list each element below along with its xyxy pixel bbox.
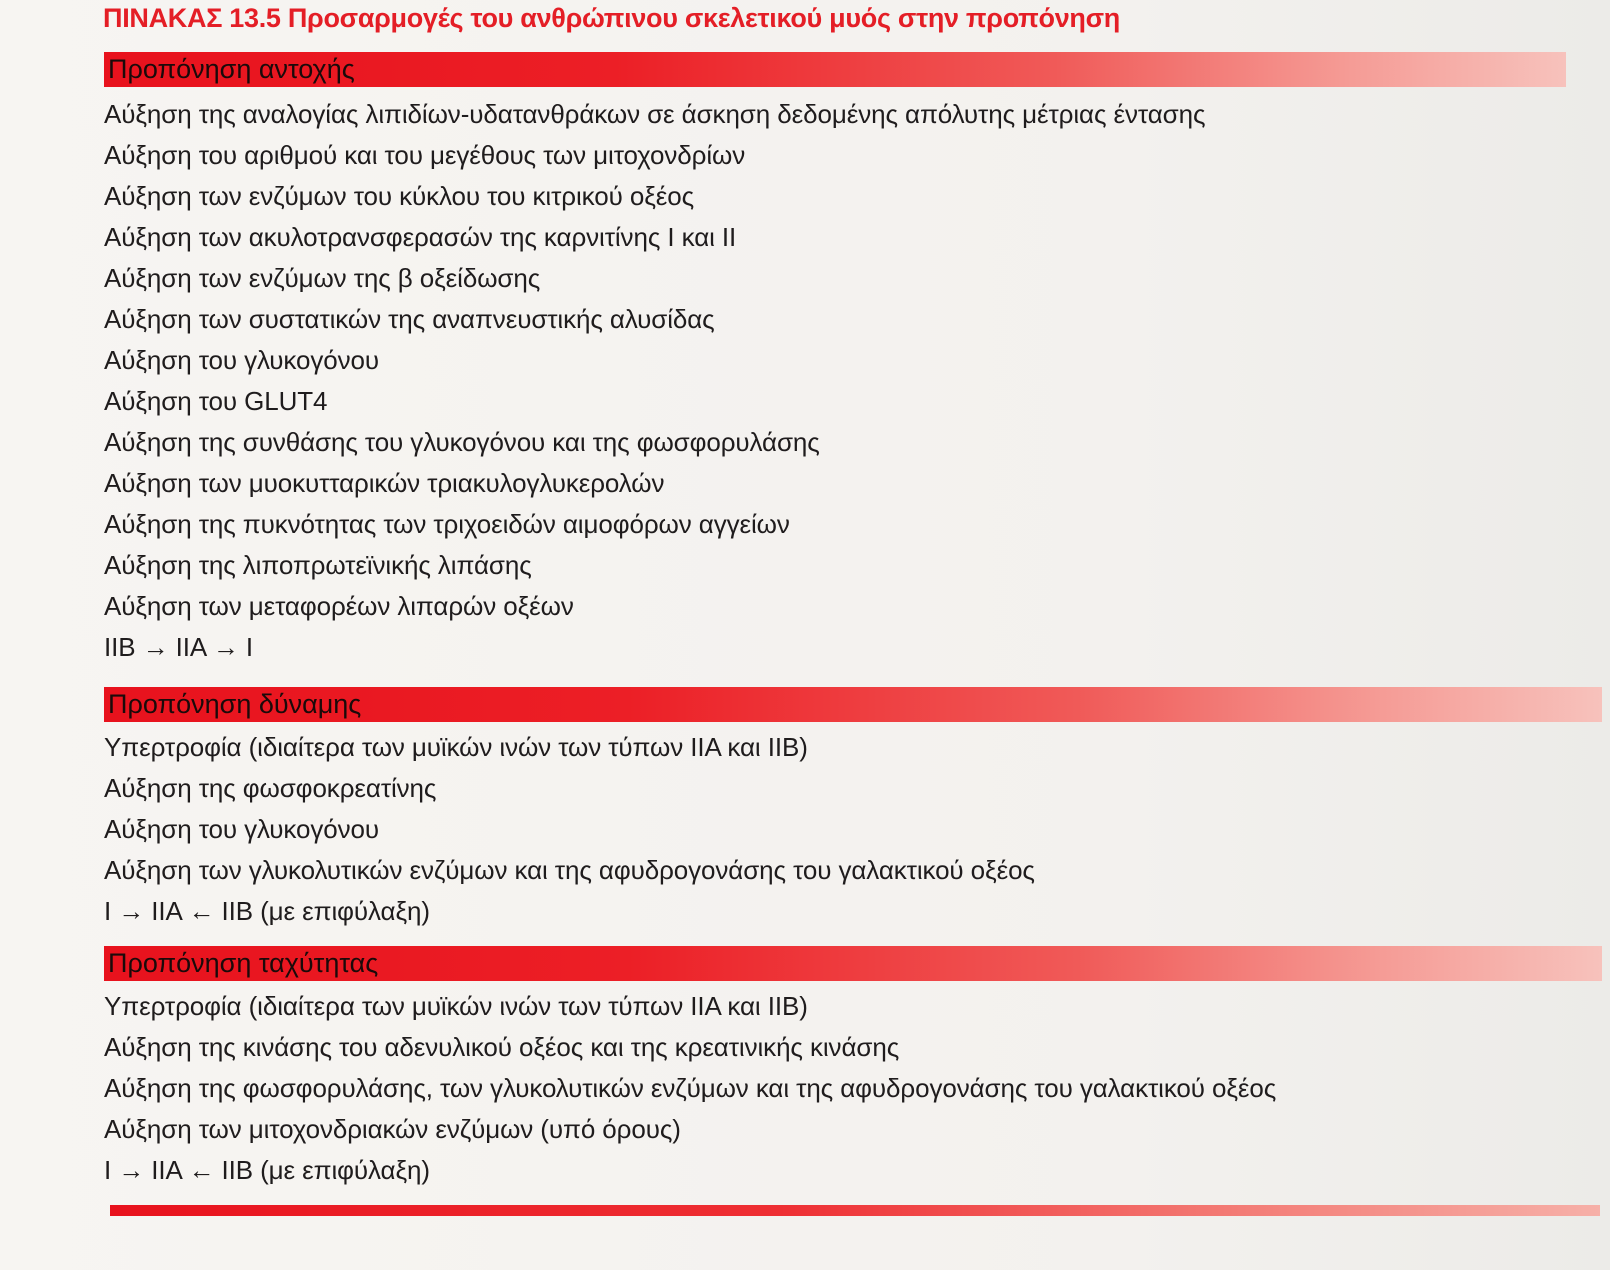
section-header-endurance: Προπόνηση αντοχής xyxy=(104,52,1566,87)
list-item: Αύξηση της κινάσης του αδενυλικού οξέος και της κρεατινικής κινάσης xyxy=(104,1032,900,1062)
list-item: Αύξηση της λιποπρωτεϊνικής λιπάσης xyxy=(104,550,532,580)
list-item: Αύξηση των ενζύμων του κύκλου του κιτρικού οξέος xyxy=(104,181,695,211)
list-item: Αύξηση του γλυκογόνου xyxy=(104,345,379,375)
bottom-rule xyxy=(110,1205,1600,1216)
list-item: Αύξηση των μυοκυτταρικών τριακυλογλυκερολών xyxy=(104,468,665,498)
list-item: Αύξηση των ενζύμων της β οξείδωσης xyxy=(104,263,541,293)
section-header-strength: Προπόνηση δύναμης xyxy=(104,687,1602,722)
list-item: I → IIA ← IIB (με επιφύλαξη) xyxy=(104,1155,430,1185)
list-item: Αύξηση της αναλογίας λιπιδίων-υδατανθράκων σε άσκηση δεδομένης απόλυτης μέτριας έντασης xyxy=(104,99,1206,129)
list-item: Αύξηση της φωσφορυλάσης, των γλυκολυτικών ενζύμων και της αφυδρογονάσης του γαλακτικού οξέος xyxy=(104,1073,1277,1103)
table-title: ΠΙΝΑΚΑΣ 13.5 Προσαρμογές του ανθρώπινου σκελετικού μυός στην προπόνηση xyxy=(103,3,1120,33)
list-item: Αύξηση της πυκνότητας των τριχοειδών αιμοφόρων αγγείων xyxy=(104,509,790,539)
list-item: I → IIA ← IIB (με επιφύλαξη) xyxy=(104,896,430,926)
section-header-speed: Προπόνηση ταχύτητας xyxy=(104,946,1602,981)
list-item: Αύξηση των γλυκολυτικών ενζύμων και της αφυδρογονάσης του γαλακτικού οξέος xyxy=(104,855,1035,885)
list-item: Αύξηση του αριθμού και του μεγέθους των μιτοχονδρίων xyxy=(104,140,746,170)
list-item: Αύξηση της συνθάσης του γλυκογόνου και της φωσφορυλάσης xyxy=(104,427,820,457)
list-item: Αύξηση των μεταφορέων λιπαρών οξέων xyxy=(104,591,574,621)
list-item: Υπερτροφία (ιδιαίτερα των μυϊκών ινών των τύπων IIA και IIB) xyxy=(104,991,808,1021)
list-item: Αύξηση των συστατικών της αναπνευστικής αλυσίδας xyxy=(104,304,715,334)
list-item: Αύξηση των ακυλοτρανσφερασών της καρνιτίνης Ι και ΙΙ xyxy=(104,222,737,252)
list-item: IIB → IIA → I xyxy=(104,632,253,662)
list-item: Υπερτροφία (ιδιαίτερα των μυϊκών ινών των τύπων IIA και IIB) xyxy=(104,732,808,762)
list-item: Αύξηση του GLUT4 xyxy=(104,386,328,416)
list-item: Αύξηση του γλυκογόνου xyxy=(104,814,379,844)
list-item: Αύξηση των μιτοχονδριακών ενζύμων (υπό όρους) xyxy=(104,1114,681,1144)
list-item: Αύξηση της φωσφοκρεατίνης xyxy=(104,773,437,803)
